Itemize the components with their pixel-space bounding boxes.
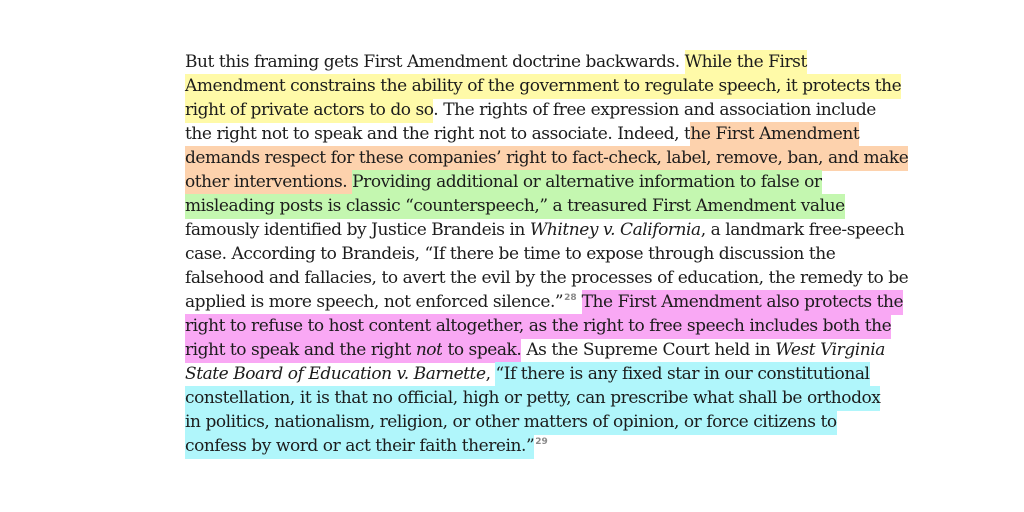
text-line (185, 146, 909, 170)
footnote-marker[interactable]: 29 (535, 437, 548, 448)
text-line (185, 410, 850, 434)
italic-text: Whitney v. California (529, 220, 701, 240)
highlighted-text-cyan: in politics, nationalism, religion, or other matters of opinion, or force citizens to (185, 410, 837, 435)
body-text: But this framing gets First Amendment doctrine backwards. (185, 52, 685, 72)
highlighted-text-cyan: “If there is any fixed star in our constitutional (495, 362, 869, 387)
body-text: , (485, 364, 496, 384)
highlighted-text-orange: demands respect for these companies’ right to fact-check, label, remove, ban, and make (185, 146, 908, 171)
highlighted-text-yellow: right of private actors to do so (185, 98, 433, 123)
highlighted-text-pink: right to refuse to host content altogether, as the right to free speech includes both the (185, 314, 891, 339)
body-text: falsehood and fallacies, to avert the evil by the processes of education, the remedy to be (185, 268, 909, 288)
italic-text: State Board of Education v. Barnette (185, 364, 486, 384)
text-line (185, 314, 892, 338)
text-line (185, 218, 905, 242)
text-line (185, 74, 902, 98)
highlighted-text-pink: not (416, 338, 443, 363)
text-line (185, 338, 885, 362)
footnote-marker[interactable]: 28 (564, 293, 577, 304)
highlighted-text-green: Providing additional or alternative information to false or (352, 170, 821, 195)
highlighted-text-cyan: confess by word or act their faith therein.” (185, 434, 534, 459)
italic-text: West Virginia (775, 340, 885, 360)
text-line (185, 290, 904, 314)
highlighted-text-pink: to speak. (442, 338, 521, 363)
body-text: , a landmark free-speech (700, 220, 905, 240)
body-text: famously identified by Justice Brandeis in (185, 220, 530, 240)
text-line (185, 170, 850, 194)
highlighted-text-cyan: constellation, it is that no official, high or petty, can prescribe what shall be orthodox (185, 386, 880, 411)
highlighted-text-green: misleading posts is classic “counterspeech,” a treasured First Amendment value (185, 194, 845, 219)
highlighted-text-pink: right to speak and the right (185, 338, 416, 363)
text-line (185, 122, 860, 146)
text-line (185, 194, 850, 218)
highlighted-text-orange: he First Amendment (690, 122, 859, 147)
text-line (185, 98, 876, 122)
body-text: . The rights of free expression and association include (433, 100, 876, 120)
body-text: the right not to speak and the right not to associate. Indeed, t (185, 124, 691, 144)
body-text (577, 292, 582, 312)
text-line (185, 242, 850, 266)
body-text: applied is more speech, not enforced silence.” (185, 292, 564, 312)
body-text: case. According to Brandeis, “If there be time to expose through discussion the (185, 244, 836, 264)
document-page (185, 50, 909, 458)
text-line (185, 434, 850, 458)
highlighted-text-pink: The First Amendment also protects the (582, 290, 903, 315)
highlighted-text-orange: other interventions. (185, 170, 352, 195)
body-paragraph (185, 50, 909, 458)
highlighted-text-yellow: Amendment constrains the ability of the government to regulate speech, it protects the (185, 74, 901, 99)
highlighted-text-yellow: While the First (685, 50, 807, 75)
text-line (185, 266, 909, 290)
text-line (185, 50, 850, 74)
text-line (185, 362, 870, 386)
body-text: As the Supreme Court held in (521, 340, 776, 360)
text-line (185, 386, 881, 410)
